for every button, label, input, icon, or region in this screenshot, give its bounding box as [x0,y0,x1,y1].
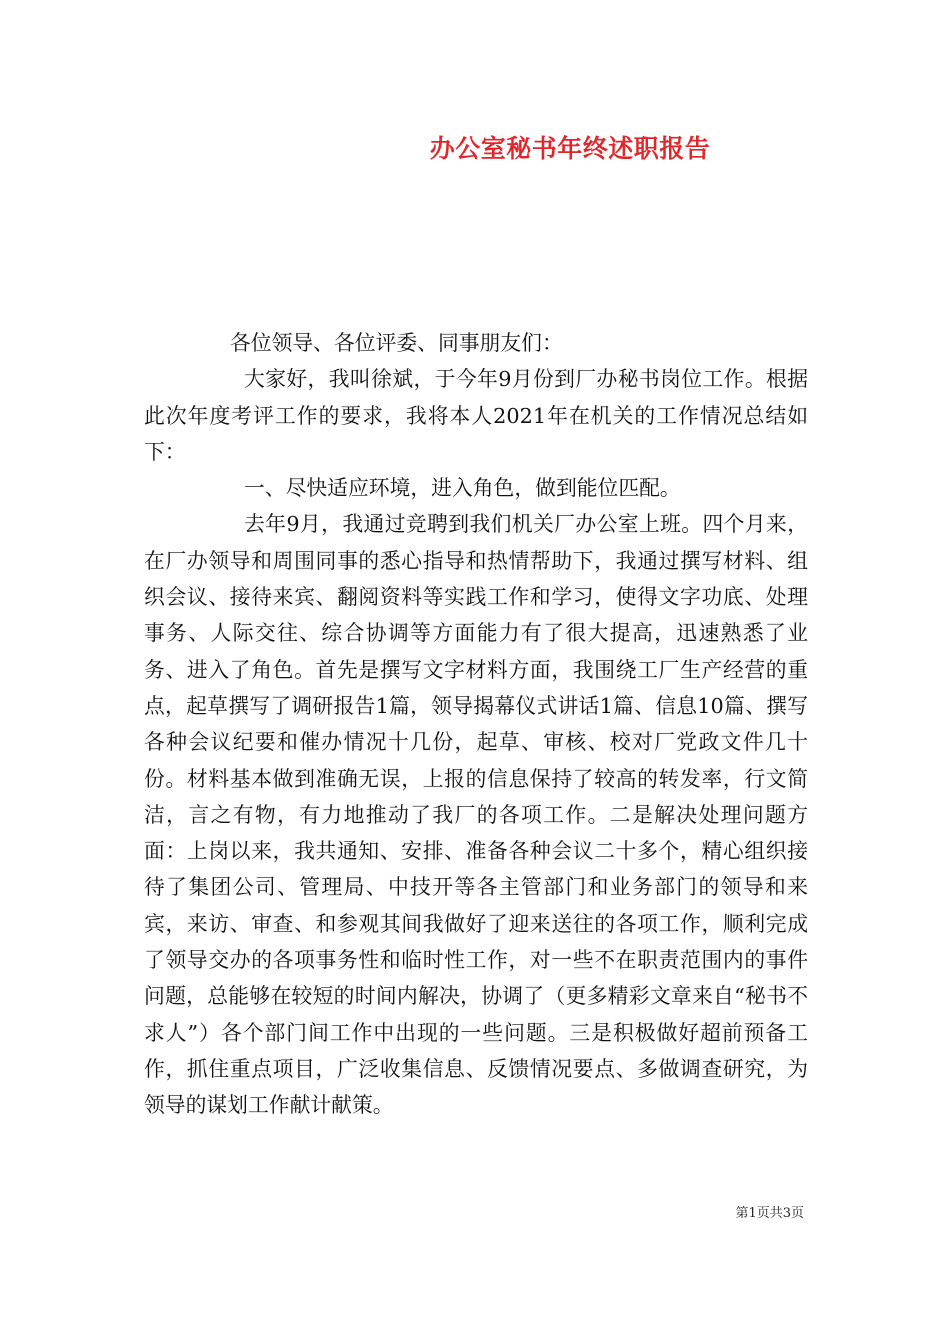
section-body-1: 去年9月，我通过竞聘到我们机关厂办公室上班。四个月来，在厂办领导和周围同事的悉心指导和热情帮助下，我通过撰写材料、组织会议、接待来宾、翻阅资料等实践工作和学习，使得文字功底、处理事务、人际交往、综合协调等方面能力有了很大提高，迅速熟悉了业务、进入了角色。首先是撰写文字材料方面，我围绕工厂生产经营的重点，起草撰写了调研报告1篇，领导揭幕仪式讲话1篇、信息10篇、撰写各种会议纪要和催办情况十几份，起草、审核、校对厂党政文件几十份。材料基本做到准确无误，上报的信息保持了较高的转发率，行文简洁，言之有物，有力地推动了我厂的各项工作。二是解决处理问题方面：上岗以来，我共通知、安排、准备各种会议二十多个，精心组织接待了集团公司、管理局、中技开等各主管部门和业务部门的领导和来宾，来访、审查、和参观其间我做好了迎来送往的各项工作，顺利完成了领导交办的各项事务性和临时性工作，对一些不在职责范围内的事件问题，总能够在较短的时间内解决，协调了（更多精彩文章来自“秘书不求人”）各个部门间工作中出现的一些问题。三是积极做好超前预备工作，抓住重点项目，广泛收集信息、反馈情况要点、多做调查研究，为领导的谋划工作献计献策。 [144,512,808,1118]
page-number: 第1页共3页 [735,1206,804,1221]
document-body [144,325,808,1124]
section-heading-1: 一、尽快适应环境，进入角色，做到能位匹配。 [244,476,681,501]
intro-paragraph: 大家好，我叫徐斌，于今年9月份到厂办秘书岗位工作。根据此次年度考评工作的要求，我将本人2021年在机关的工作情况总结如下： [144,367,808,464]
document-title: 办公室秘书年终述职报告 [429,134,711,163]
salutation-paragraph: 各位领导、各位评委、同事朋友们： [230,331,563,355]
